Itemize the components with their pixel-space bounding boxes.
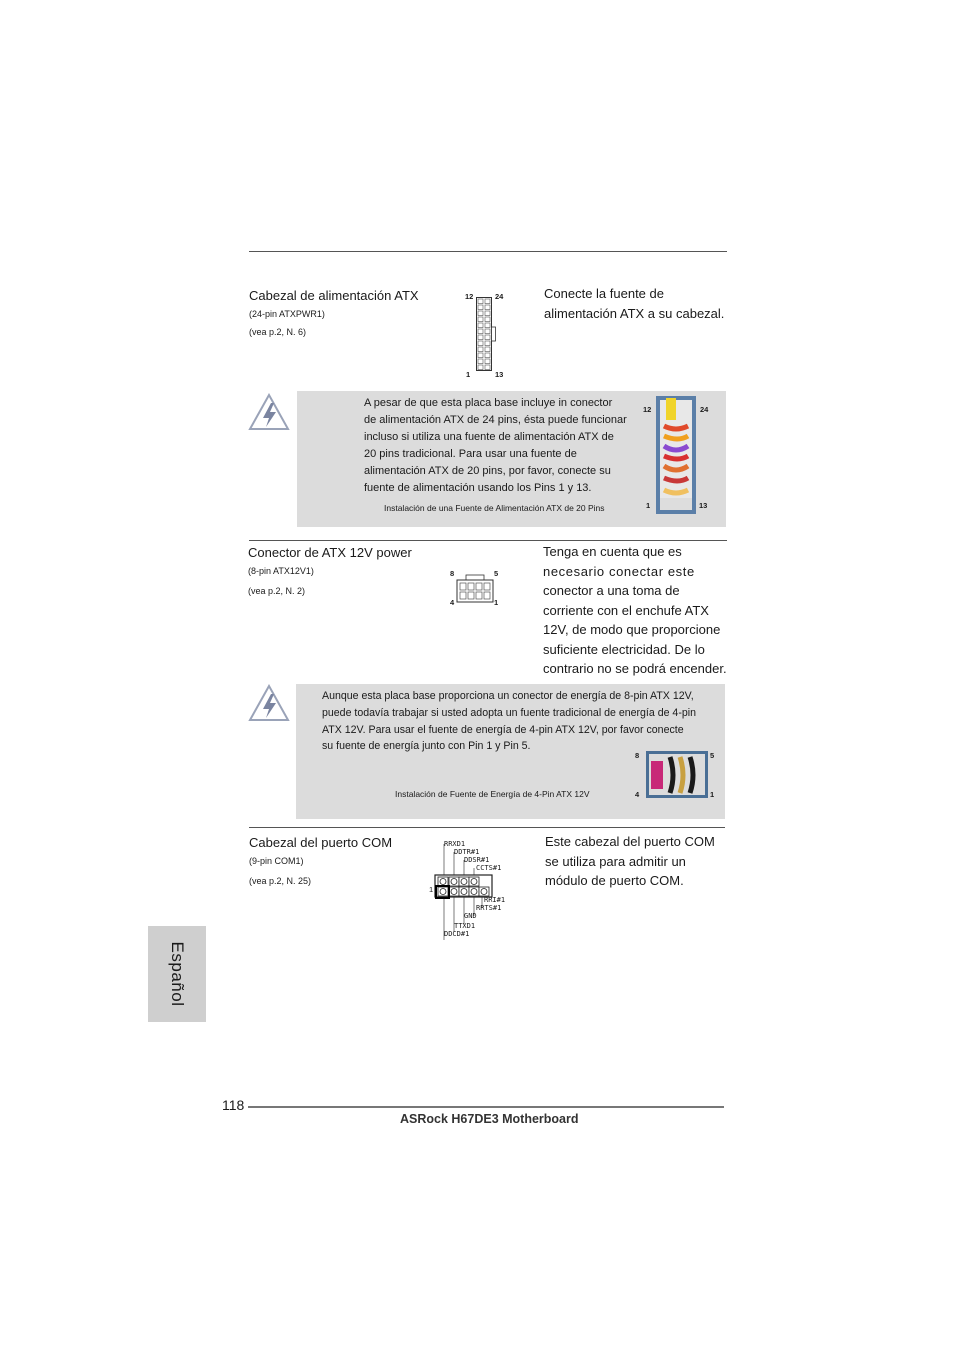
atx-note-line: 20 pins tradicional. Para usar una fuente de: [364, 448, 577, 460]
atx12v-note-text: [322, 688, 722, 755]
atx12v-description: [543, 542, 729, 679]
atx-note-line: fuente de alimentación usando los Pins 1 y 13.: [364, 482, 592, 494]
atx12v-desc-line: 12V, de modo que proporcione: [543, 622, 721, 637]
com-pin-label: (9-pin COM1): [249, 856, 304, 866]
atx12v-photo-pin-tl: 8: [635, 751, 640, 760]
atx-note-line: incluso si utiliza una fuente de alimentación ATX de: [364, 431, 614, 443]
language-tab: [148, 926, 206, 1022]
atx-pin-bl: 1: [466, 370, 471, 379]
atx-photo-pin-br: 13: [699, 501, 708, 510]
language-tab-label: Español: [168, 941, 187, 1007]
atx12v-desc-line: Tenga en cuenta que es: [543, 544, 682, 559]
com-signal-ddsr1: DDSR#1: [464, 856, 490, 864]
atx12v-connector-icon: [456, 574, 494, 604]
atx-description: [544, 284, 729, 323]
atx12v-desc-line: necesario conectar este: [543, 563, 695, 579]
atx-ref: (vea p.2, N. 6): [249, 327, 307, 337]
atx-photo-pin-tr: 24: [700, 405, 709, 414]
atx12v-pin-br: 1: [494, 598, 499, 607]
atx12v-photo-pin-bl: 4: [635, 790, 640, 799]
atx-pin-tl: 12: [465, 292, 474, 301]
atx12v-photo-pin-br: 1: [710, 790, 715, 799]
com-description: [545, 832, 730, 891]
atx-pin-tr: 24: [495, 292, 504, 301]
footer-product: ASRock H67DE3 Motherboard: [400, 1112, 579, 1126]
section-rule: [249, 827, 725, 828]
atx-note-caption: Instalación de una Fuente de Alimentación ATX de 20 Pins: [384, 503, 605, 513]
atx12v-note-line: Aunque esta placa base proporciona un conector de energía de 8-pin ATX 12V,: [322, 690, 694, 702]
atx-title: Cabezal de alimentación ATX: [249, 288, 419, 303]
com-signal-gnd: GND: [464, 912, 477, 920]
atx-20pin-photo: [656, 396, 696, 514]
com-title: Cabezal del puerto COM: [249, 835, 393, 850]
com-desc-line: Este cabezal del puerto COM: [545, 834, 715, 849]
atx-note-text: [364, 395, 639, 497]
atx12v-4pin-photo: [646, 751, 708, 798]
com-signal-rrts1: RRTS#1: [476, 904, 502, 912]
com-signal-ddcd1: DDCD#1: [444, 930, 470, 938]
atx12v-note-line: puede todavía trabajar si usted adopta un fuente tradicional de energía de 4-pin: [322, 706, 696, 719]
atx12v-ref: (vea p.2, N. 2): [248, 586, 306, 596]
atx12v-pin-tl: 8: [450, 569, 455, 578]
com-signal-rrxd1: RRXD1: [444, 840, 466, 848]
com-signal-ttxd1: TTXD1: [454, 922, 476, 930]
atx-pin-br: 13: [495, 370, 504, 379]
com-header-diagram: [428, 838, 523, 942]
atx-24pin-diagram: [462, 292, 512, 382]
atx-photo-pin-bl: 1: [646, 501, 651, 510]
com-ref: (vea p.2, N. 25): [249, 876, 312, 886]
atx-note-line: de alimentación ATX de 24 pins, ésta puede funcionar: [364, 414, 627, 426]
com-desc-line: módulo de puerto COM.: [545, 873, 684, 888]
section-rule: [249, 540, 727, 541]
atx12v-note-caption: Instalación de Fuente de Energía de 4-Pin ATX 12V: [395, 789, 590, 799]
atx-24pin-connector-icon: [476, 297, 496, 371]
atx12v-pin-bl: 4: [450, 598, 455, 607]
atx-pin-label: (24-pin ATXPWR1): [249, 309, 325, 319]
com-signal-rri1: RRI#1: [484, 896, 506, 904]
atx12v-pin-tr: 5: [494, 569, 499, 578]
atx-desc-line: alimentación ATX a su cabezal.: [544, 305, 725, 321]
warning-icon: [248, 684, 290, 727]
atx12v-desc-line: suficiente electricidad. De lo: [543, 641, 705, 657]
atx12v-note-line: su fuente de energía junto con Pin 1 y Pin 5.: [322, 740, 531, 753]
atx12v-desc-line: contrario no se podrá encender.: [543, 661, 727, 676]
atx12v-photo-pin-tr: 5: [710, 751, 715, 760]
atx-photo-pin-tl: 12: [643, 405, 652, 414]
warning-icon: [248, 393, 290, 436]
com-pin1-label: 1: [429, 885, 434, 894]
atx12v-8pin-diagram: [448, 568, 504, 608]
footer-rule: [248, 1106, 724, 1108]
atx12v-desc-line: conector a una toma de: [543, 583, 680, 598]
atx12v-note-line: ATX 12V. Para usar el fuente de energía de 4-pin ATX 12V, por favor conecte: [322, 723, 684, 736]
com-desc-line: se utiliza para admitir un: [545, 853, 686, 869]
atx-note-line: A pesar de que esta placa base incluye in conector: [364, 397, 613, 409]
com-signal-ddtr1: DDTR#1: [454, 848, 480, 856]
atx-desc-line: Conecte la fuente de: [544, 286, 664, 301]
atx-note-line: alimentación ATX de 20 pins, por favor, conecte su: [364, 465, 611, 477]
page-number: 118: [222, 1097, 245, 1113]
com-signal-ccts1: CCTS#1: [476, 864, 502, 872]
top-rule: [249, 251, 727, 252]
atx12v-title: Conector de ATX 12V power: [248, 545, 412, 560]
atx12v-pin-label: (8-pin ATX12V1): [248, 566, 314, 576]
atx12v-desc-line: corriente con el enchufe ATX: [543, 602, 709, 618]
